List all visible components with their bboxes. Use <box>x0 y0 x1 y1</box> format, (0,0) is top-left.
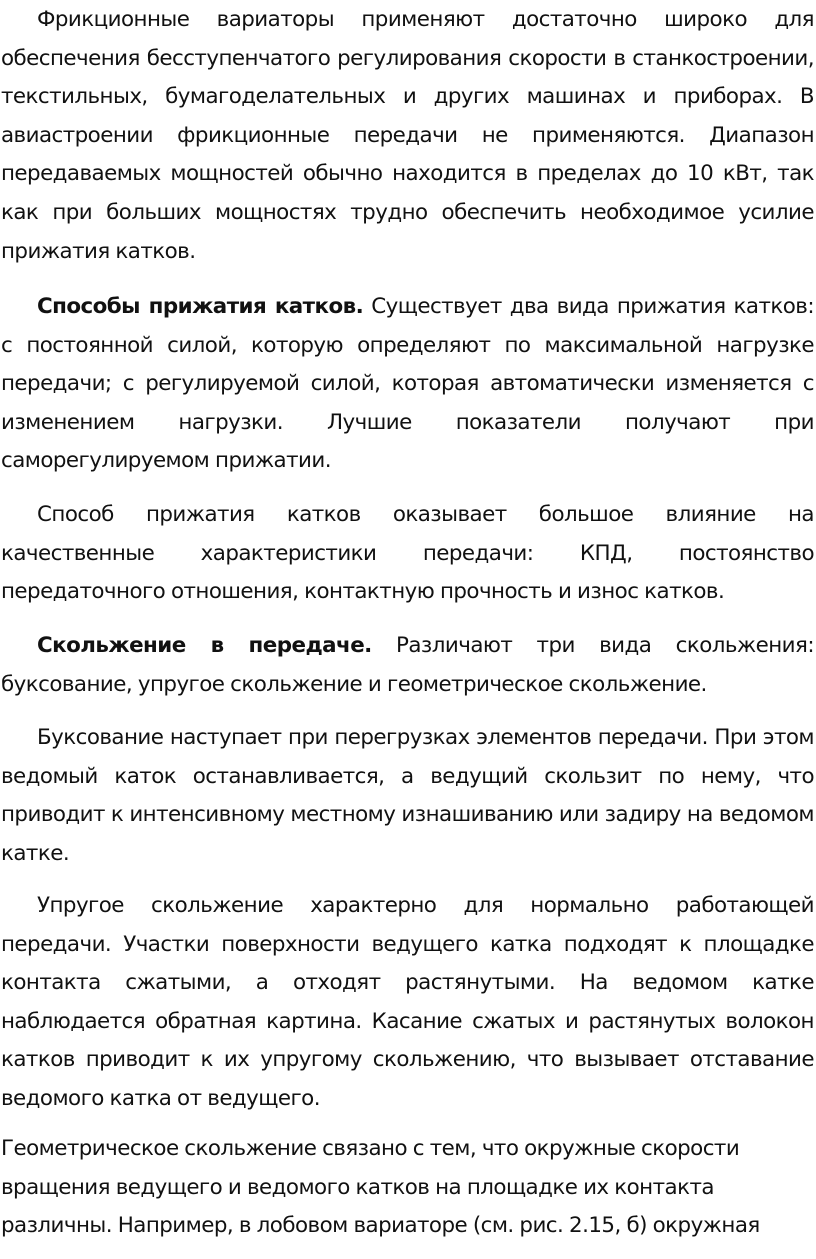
paragraph-slip-in-transmission <box>0 627 816 704</box>
text-slip-in-transmission: Различают три вида скольжения: буксование, упругое скольжение и геометрическое скольжение. <box>1 633 815 697</box>
paragraph-pressing-influence: Способ прижатия катков оказывает большое влияние на качественные характеристики передачи: КПД, постоянство передаточного отношения, контактную прочность и износ катков. <box>1 502 814 605</box>
text-pressing-methods: Существует два вида прижатия катков: с постоянной силой, которую определяют по максимальной нагрузке передачи; с регулируемой силой, которая автоматически изменяется с изменением нагрузки. Лучшие показатели получают при саморегулируемом прижатии. <box>1 294 815 474</box>
paragraph-geometric-slip: Геометрическое скольжение связано с тем, что окружные скорости вращения ведущего и ведомого катков на площадке их контакта различны. Например, в лобовом вариаторе (см. рис. 2.15, б) окружная <box>1 1136 760 1239</box>
paragraph-skidding: Буксование наступает при перегрузках элементов передачи. При этом ведомый каток останавливается, а ведущий скользит по нему, что приводит к интенсивному местному изнашиванию или задиру на ведомом катке. <box>1 725 814 866</box>
heading-slip-in-transmission: Скольжение в передаче. <box>37 633 372 658</box>
heading-pressing-methods: Способы прижатия катков. <box>37 294 364 319</box>
paragraph-pressing-methods <box>0 288 816 481</box>
paragraph-friction-variators: Фрикционные вариаторы применяют достаточно широко для обеспечения бесступенчатого регулирования скорости в станкостроении, текстильных, бумагоделательных и других машинах и приборах. В авиастроении фрикционные передачи не применяются. Диапазон передаваемых мощностей обычно находится в пределах до 10 кВт, так как при больших мощностях трудно обеспечить необходимое усилие прижатия катков. <box>1 7 814 264</box>
paragraph-elastic-slip: Упругое скольжение характерно для нормально работающей передачи. Участки поверхности ведущего катка подходят к площадке контакта сжатыми, а отходят растянутыми. На ведомом катке наблюдается обратная картина. Касание сжатых и растянутых волокон катков приводит к их упругому скольжению, что вызывает отставание ведомого катка от ведущего. <box>1 893 814 1111</box>
